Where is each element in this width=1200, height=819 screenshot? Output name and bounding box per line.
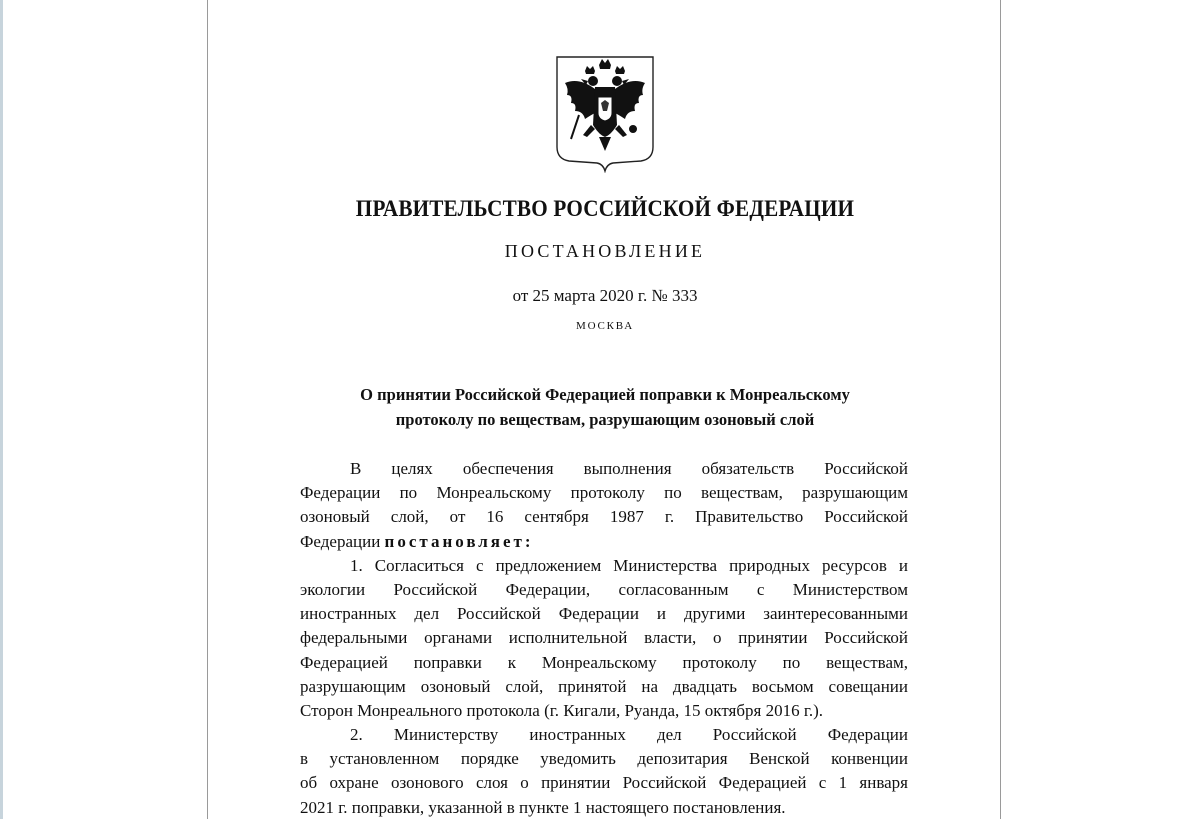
item2-line: 2021 г. поправки, указанной в пункте 1 настоящего постановления. — [300, 797, 786, 817]
document-page — [207, 0, 1001, 819]
item1-line: экологии Российской Федерации, согласованным с Министерством — [300, 579, 908, 599]
government-title: ПРАВИТЕЛЬСТВО РОССИЙСКОЙ ФЕДЕРАЦИИ — [355, 196, 855, 221]
item1-line: иностранных дел Российской Федерации и другими заинтересованными — [300, 604, 908, 624]
item2-line: 2. Министерству иностранных дел Российской Федерации — [350, 725, 908, 745]
item1-line: Федерацией поправки к Монреальскому протоколу по веществам, — [300, 652, 908, 672]
document-city: МОСКВА — [576, 320, 634, 332]
document-subject — [300, 382, 910, 432]
item2-line: об охране озонового слоя о принятии Российской Федерацией с 1 января — [300, 773, 908, 793]
document-type: ПОСТАНОВЛЕНИЕ — [504, 241, 706, 261]
preamble-line: В целях обеспечения выполнения обязательств Российской — [350, 459, 908, 478]
decree-word: постановляет: — [384, 531, 534, 551]
preamble-line: Федерации по Монреальскому протоколу по веществам, разрушающим — [300, 483, 908, 503]
preamble-line-last — [300, 530, 908, 554]
preamble-line: озоновый слой, от 16 сентября 1987 г. Правительство Российской — [300, 507, 908, 527]
subject-line: протоколу по веществам, разрушающим озоновый слой — [395, 410, 815, 429]
item1-line: 1. Согласиться с предложением Министерства природных ресурсов и — [350, 555, 908, 575]
document-body — [300, 457, 908, 819]
item1-line: разрушающим озоновый слой, принятой на двадцать восьмом совещании — [300, 676, 908, 696]
coat-of-arms-icon — [555, 55, 655, 173]
item2-line: в установленном порядке уведомить депозитария Венской конвенции — [300, 749, 908, 769]
subject-line: О принятии Российской Федерацией поправки к Монреальскому — [360, 385, 850, 404]
preamble-prefix: Федерации — [300, 531, 385, 551]
window-edge — [0, 0, 3, 819]
item1-line: федеральными органами исполнительной власти, о принятии Российской — [300, 628, 908, 648]
item1-line: Сторон Монреального протокола (г. Кигали, Руанда, 15 октября 2016 г.). — [300, 700, 824, 720]
document-date-number: от 25 марта 2020 г. № 333 — [512, 286, 698, 305]
